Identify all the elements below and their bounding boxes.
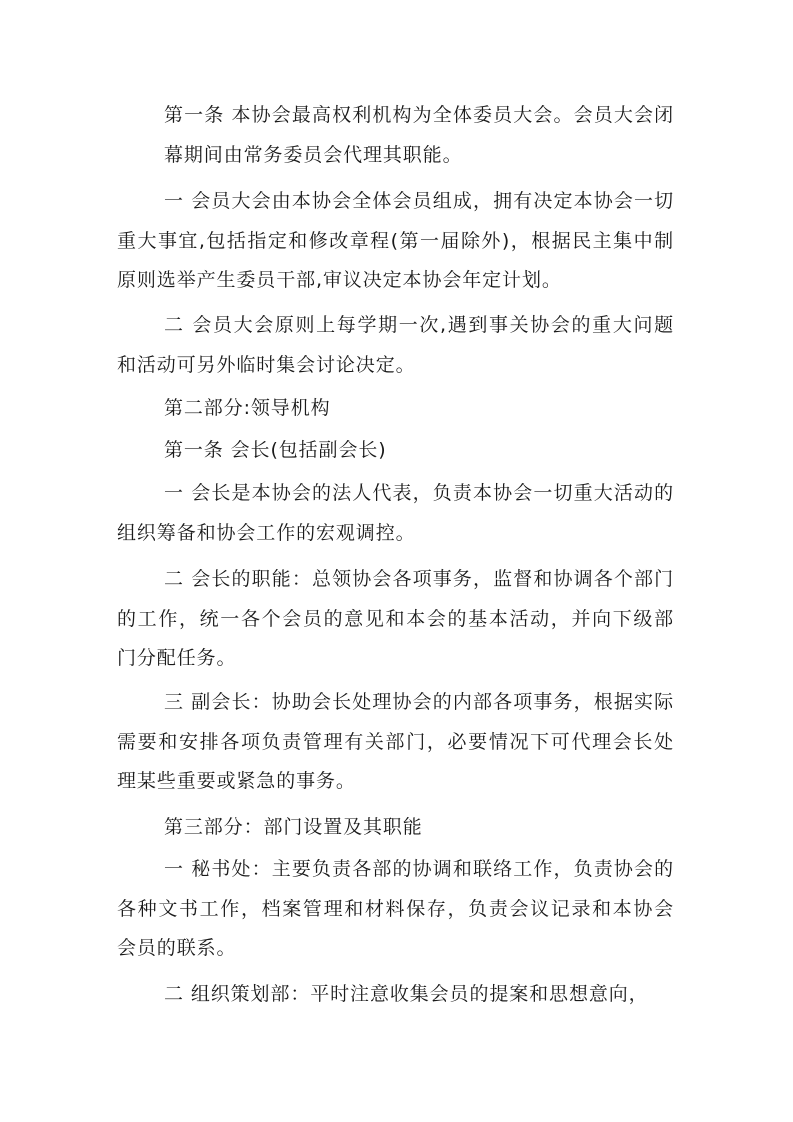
section-heading-3: 第三部分：部门设置及其职能	[164, 816, 423, 838]
article-heading-president: 第一条 会长(包括副会长)	[164, 439, 387, 461]
section-heading-2: 第二部分:领导机构	[164, 397, 331, 419]
paragraph-secretariat: 一 秘书处：主要负责各部的协调和联络工作，负责协会的各种文书工作，档案管理和材料保存，负责会议记录和本协会会员的联系。	[117, 858, 674, 959]
paragraph-3: 二 会员大会原则上每学期一次,遇到事关协会的重大问题和活动可另外临时集会讨论决定。	[117, 314, 674, 376]
paragraph-president-2: 二 会长的职能：总领协会各项事务，监督和协调各个部门的工作，统一各个会员的意见和本会的基本活动，并向下级部门分配任务。	[117, 568, 674, 669]
paragraph-planning-dept: 二 组织策划部：平时注意收集会员的提案和思想意向，	[164, 983, 649, 1005]
paragraph-1: 第一条 本协会最高权利机构为全体委员大会。会员大会闭幕期间由常务委员会代理其职能。	[164, 104, 674, 166]
paragraph-2: 一 会员大会由本协会全体会员组成，拥有决定本协会一切重大事宜,包括指定和修改章程(第一届除外)，根据民主集中制原则选举产生委员干部,审议决定本协会年定计划。	[117, 190, 674, 291]
paragraph-vice-president: 三 副会长：协助会长处理协会的内部各项事务，根据实际需要和安排各项负责管理有关部门，必要情况下可代理会长处理某些重要或紧急的事务。	[117, 691, 674, 792]
paragraph-president-1: 一 会长是本协会的法人代表，负责本协会一切重大活动的组织筹备和协会工作的宏观调控。	[117, 482, 674, 544]
